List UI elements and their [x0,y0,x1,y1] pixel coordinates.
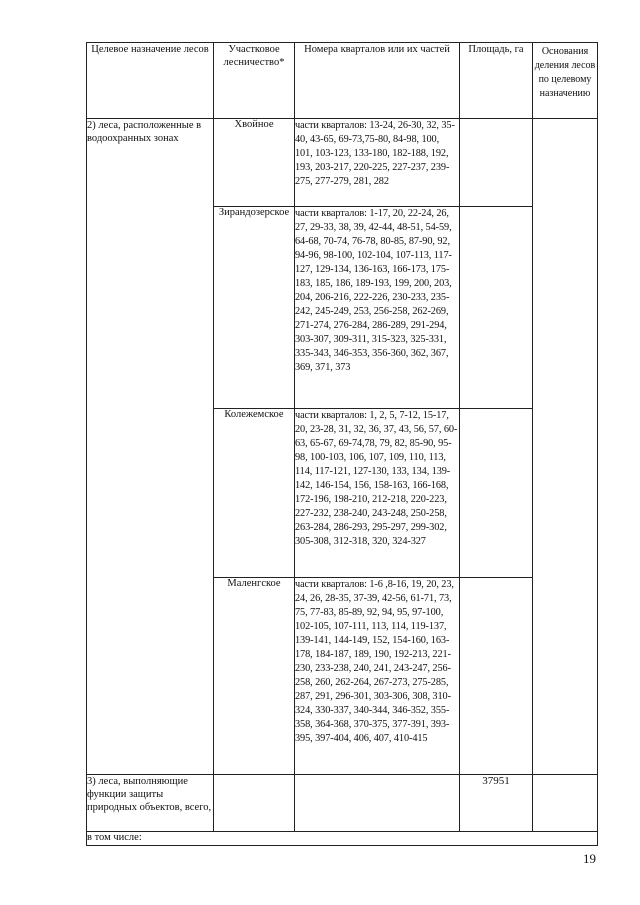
area-cell [460,119,533,207]
district-kolezhemskoe: Колежемское [214,409,295,578]
area-cell [460,409,533,578]
header-purpose: Целевое назначение лесов [87,43,214,119]
quarters-malengskoe: части кварталов: 1-6 ,8-16, 19, 20, 23, 24, 26, 28-35, 37-39, 42-56, 61-71, 73, 75, 77-83, 85-89, 92, 94, 95, 97-100, 102-105, 107-111, 113, 114, 119-137, 139-141, 144-149, 152, 154-160, 163-178, 184-187, 189, 190, 192-213, 221-230, 233-238, 240, 241, 243-247, 256-258, 260, 262-264, 267-273, 275-285, 287, 291, 296-301, 303-306, 308, 310-324, 330-337, 340-344, 346-352, 355-358, 364-368, 370-375, 377-391, 393-395, 397-404, 406, 407, 410-415 [295,578,460,775]
table-row [87,832,598,846]
district-zirandozerskoe: Зирандозерское [214,207,295,409]
district-khvoinoe: Хвойное [214,119,295,207]
district-cell [214,775,295,832]
header-area: Площадь, га [460,43,533,119]
quarters-khvoinoe: части кварталов: 13-24, 26-30, 32, 35-40, 43-65, 69-73,75-80, 84-98, 100, 101, 103-123, 133-180, 182-188, 192, 193, 203-217, 220-225, 227-237, 239-275, 277-279, 281, 282 [295,119,460,207]
table-row [87,119,598,207]
area-total: 37951 [460,775,533,832]
purpose-water-protection: 2) леса, расположенные в водоохранных зонах [87,119,214,775]
district-malengskoe: Маленгское [214,578,295,775]
table-row [87,775,598,832]
area-cell [460,578,533,775]
quarters-kolezhemskoe: части кварталов: 1, 2, 5, 7-12, 15-17, 20, 23-28, 31, 32, 36, 37, 43, 56, 57, 60-63, 65-67, 69-74,78, 79, 82, 85-90, 95-98, 100-103, 106, 107, 109, 110, 113, 114, 117-121, 127-130, 133, 134, 139-142, 146-154, 156, 158-163, 166-168, 172-196, 198-210, 212-218, 220-223, 227-232, 238-240, 243-248, 250-258, 263-284, 286-293, 295-297, 299-302, 305-308, 312-318, 320, 324-327 [295,409,460,578]
including-label: в том числе: [87,832,598,846]
area-cell [460,207,533,409]
header-district: Участковое лесничество* [214,43,295,119]
quarters-zirandozerskoe: части кварталов: 1-17, 20, 22-24, 26, 27, 29-33, 38, 39, 42-44, 48-51, 54-59, 64-68, 70-74, 76-78, 80-85, 87-90, 92, 94-96, 98-100, 102-104, 107-113, 117-127, 129-134, 136-163, 166-173, 175-183, 185, 186, 189-193, 199, 200, 203, 204, 206-216, 222-226, 230-233, 235-242, 245-249, 253, 256-258, 262-269, 271-274, 276-284, 286-289, 291-294, 303-307, 309-311, 315-323, 325-331, 335-343, 346-353, 356-360, 362, 367, 369, 371, 373 [295,207,460,409]
forest-purpose-table [86,42,598,846]
purpose-protective-functions: 3) леса, выполняющие функции защиты природных объектов, всего, [87,775,214,832]
header-basis: Основания деления лесов по целевому назначению [533,43,598,119]
quarters-cell [295,775,460,832]
basis-cell [533,775,598,832]
basis-cell [533,119,598,775]
header-quarters: Номера кварталов или их частей [295,43,460,119]
page-number: 19 [583,851,596,866]
table-header-row [87,43,598,119]
